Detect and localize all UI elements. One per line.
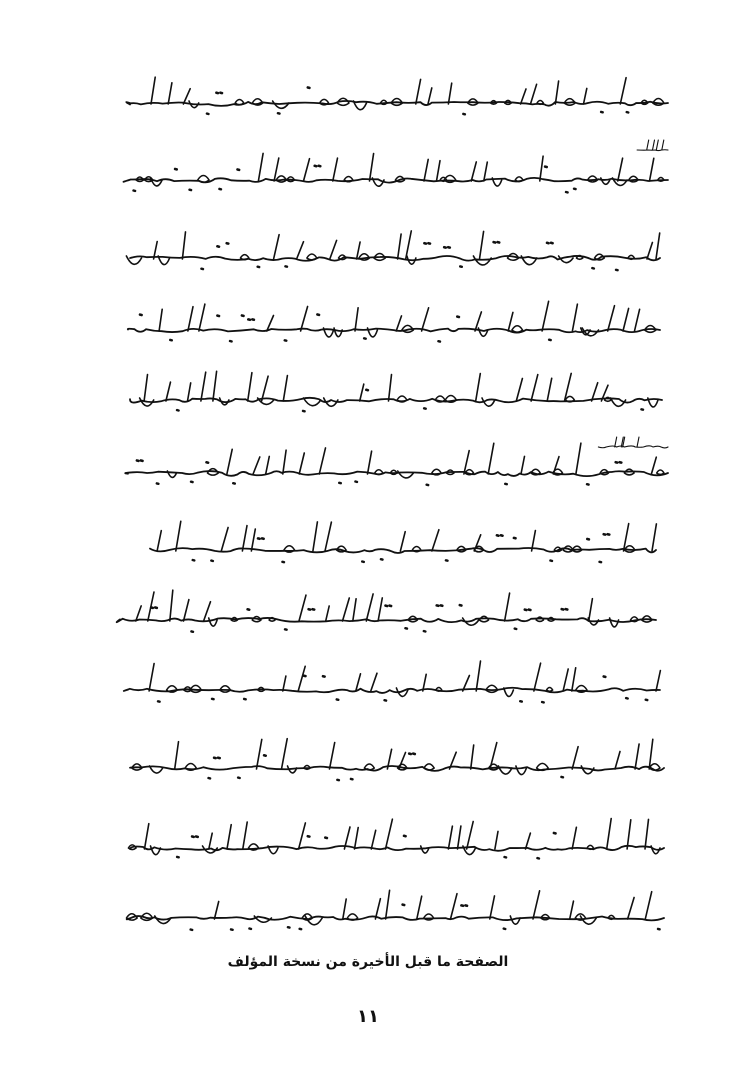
script-stroke xyxy=(386,890,390,919)
script-stroke xyxy=(656,233,660,259)
script-stroke xyxy=(495,831,498,849)
script-stroke xyxy=(188,307,193,331)
script-stroke xyxy=(432,530,439,551)
script-stroke xyxy=(283,450,286,474)
script-stroke xyxy=(484,162,488,181)
script-stroke xyxy=(515,177,523,182)
script-stroke xyxy=(128,329,660,333)
script-stroke xyxy=(258,153,263,181)
script-stroke xyxy=(607,819,612,850)
script-stroke xyxy=(274,235,280,259)
script-stroke xyxy=(448,826,452,849)
script-stroke xyxy=(584,88,587,104)
script-stroke xyxy=(283,376,287,401)
script-stroke xyxy=(406,231,412,259)
script-stroke xyxy=(587,845,593,849)
script-stroke xyxy=(534,663,541,691)
script-stroke xyxy=(159,309,162,331)
script-stroke xyxy=(637,437,639,447)
script-stroke xyxy=(476,661,480,691)
script-stroke xyxy=(353,599,356,621)
script-stroke xyxy=(417,896,422,919)
script-stroke xyxy=(299,453,304,474)
script-stroke xyxy=(375,470,383,475)
script-stroke xyxy=(605,397,611,401)
script-stroke xyxy=(645,819,649,849)
script-stroke xyxy=(416,79,421,104)
script-stroke xyxy=(168,83,172,104)
script-stroke xyxy=(198,175,209,182)
script-stroke xyxy=(227,449,232,474)
script-stroke xyxy=(151,77,155,104)
script-stroke xyxy=(378,598,382,621)
script-stroke xyxy=(572,827,576,849)
script-stroke xyxy=(531,84,537,104)
script-stroke xyxy=(570,901,574,919)
script-stroke xyxy=(526,833,531,849)
script-stroke xyxy=(467,822,474,850)
script-stroke xyxy=(653,140,655,150)
script-stroke xyxy=(304,159,310,181)
script-stroke xyxy=(424,159,428,181)
script-stroke xyxy=(576,443,581,474)
script-stroke xyxy=(451,894,458,919)
script-stroke xyxy=(645,892,651,919)
script-stroke xyxy=(301,307,308,332)
script-stroke xyxy=(380,100,387,104)
script-stroke xyxy=(471,162,476,181)
script-stroke xyxy=(371,830,375,849)
script-stroke xyxy=(242,526,247,551)
script-stroke xyxy=(360,384,364,401)
script-stroke xyxy=(299,823,306,849)
script-stroke xyxy=(175,742,179,769)
script-stroke xyxy=(540,156,543,181)
script-stroke xyxy=(370,154,374,182)
script-stroke xyxy=(343,598,350,621)
script-stroke xyxy=(440,177,446,181)
script-stroke xyxy=(148,592,154,621)
script-stroke xyxy=(651,457,656,474)
script-stroke xyxy=(262,376,269,401)
script-stroke xyxy=(283,676,286,691)
script-stroke xyxy=(355,308,358,331)
script-stroke xyxy=(343,899,346,919)
script-stroke xyxy=(563,669,568,691)
script-stroke xyxy=(220,686,231,692)
script-stroke xyxy=(282,739,288,769)
script-stroke xyxy=(366,594,373,621)
script-stroke xyxy=(412,547,421,552)
script-stroke xyxy=(188,383,191,401)
script-stroke xyxy=(157,531,161,551)
script-stroke xyxy=(251,529,255,551)
script-stroke xyxy=(276,176,286,182)
script-stroke xyxy=(214,902,218,920)
script-stroke xyxy=(576,255,582,259)
script-stroke xyxy=(647,243,652,260)
script-stroke xyxy=(587,176,597,182)
script-stroke xyxy=(618,158,623,181)
script-stroke xyxy=(184,600,189,621)
script-stroke xyxy=(465,470,474,475)
script-stroke xyxy=(647,140,649,150)
page-caption: الصفحة ما قبل الأخيرة من نسخة المؤلف xyxy=(227,954,509,970)
script-stroke xyxy=(130,398,662,403)
script-stroke xyxy=(521,456,525,474)
script-stroke xyxy=(531,375,538,401)
script-stroke xyxy=(572,304,577,331)
script-stroke xyxy=(333,158,338,181)
script-stroke xyxy=(213,371,217,401)
script-stroke xyxy=(476,374,481,401)
script-stroke xyxy=(253,457,260,474)
script-stroke xyxy=(471,745,474,769)
script-stroke xyxy=(297,242,304,259)
script-stroke xyxy=(598,446,668,448)
script-stroke xyxy=(368,451,372,474)
script-stroke xyxy=(182,232,185,259)
script-stroke xyxy=(627,820,631,849)
script-stroke xyxy=(319,448,325,474)
script-stroke xyxy=(546,688,552,692)
script-stroke xyxy=(553,457,559,474)
script-stroke xyxy=(166,382,171,401)
script-stroke xyxy=(486,685,498,692)
script-stroke xyxy=(248,373,252,401)
script-stroke xyxy=(144,375,147,401)
script-stroke xyxy=(537,100,543,104)
script-stroke xyxy=(610,618,619,627)
script-stroke xyxy=(652,524,656,551)
script-stroke xyxy=(656,671,660,692)
script-stroke xyxy=(650,158,654,181)
script-stroke xyxy=(257,739,262,769)
script-stroke xyxy=(209,833,212,849)
script-stroke xyxy=(572,747,578,769)
script-stroke xyxy=(398,234,402,259)
script-stroke xyxy=(656,140,658,150)
script-stroke xyxy=(458,826,461,849)
script-stroke xyxy=(555,81,558,104)
script-stroke xyxy=(589,599,593,621)
script-stroke xyxy=(428,88,432,104)
script-stroke xyxy=(581,766,594,774)
script-stroke xyxy=(510,916,520,924)
script-stroke xyxy=(437,161,441,181)
script-stroke xyxy=(298,666,305,691)
script-stroke xyxy=(400,532,405,551)
script-stroke xyxy=(635,744,639,769)
script-stroke xyxy=(628,255,634,259)
script-stroke xyxy=(448,83,451,104)
script-stroke xyxy=(130,256,660,261)
script-stroke xyxy=(624,546,635,552)
script-stroke xyxy=(221,528,228,552)
script-stroke xyxy=(436,688,442,692)
script-stroke xyxy=(371,673,377,691)
script-stroke xyxy=(199,304,205,331)
script-stroke xyxy=(547,378,552,401)
script-stroke xyxy=(269,618,275,622)
script-stroke xyxy=(330,743,335,770)
script-stroke xyxy=(533,891,540,919)
script-stroke xyxy=(662,140,664,150)
script-stroke xyxy=(375,899,380,919)
script-stroke xyxy=(608,915,615,919)
script-stroke xyxy=(170,590,173,621)
script-stroke xyxy=(620,78,626,104)
script-stroke xyxy=(480,231,484,259)
script-stroke xyxy=(630,617,638,622)
script-stroke xyxy=(201,372,206,401)
script-stroke xyxy=(615,437,617,447)
script-stroke xyxy=(117,618,656,622)
script-stroke xyxy=(635,309,640,331)
script-stroke xyxy=(227,825,231,849)
script-stroke xyxy=(488,443,494,474)
script-stroke xyxy=(623,308,629,331)
script-stroke xyxy=(176,521,181,551)
script-stroke xyxy=(422,308,429,331)
script-stroke xyxy=(149,664,154,692)
script-stroke xyxy=(355,828,359,850)
script-stroke xyxy=(542,301,549,331)
page-number: ١١ xyxy=(357,1006,379,1027)
script-stroke xyxy=(240,255,248,260)
script-stroke xyxy=(386,819,393,849)
script-stroke xyxy=(516,379,522,402)
script-stroke xyxy=(330,240,337,259)
script-stroke xyxy=(313,522,318,551)
script-stroke xyxy=(389,375,392,401)
script-stroke xyxy=(359,254,370,260)
script-stroke xyxy=(145,824,149,849)
script-stroke xyxy=(505,593,510,621)
script-stroke xyxy=(396,316,401,331)
script-stroke xyxy=(521,89,526,104)
script-stroke xyxy=(266,456,270,474)
script-stroke xyxy=(490,896,495,919)
script-stroke xyxy=(608,306,615,331)
script-stroke xyxy=(326,606,330,621)
script-stroke xyxy=(657,470,664,474)
script-stroke xyxy=(572,668,576,691)
script-stroke xyxy=(243,822,247,849)
script-stroke xyxy=(512,326,523,332)
script-stroke xyxy=(629,176,638,182)
script-stroke xyxy=(299,595,306,621)
script-stroke xyxy=(628,898,635,920)
script-stroke xyxy=(325,522,331,551)
script-stroke xyxy=(615,752,620,770)
